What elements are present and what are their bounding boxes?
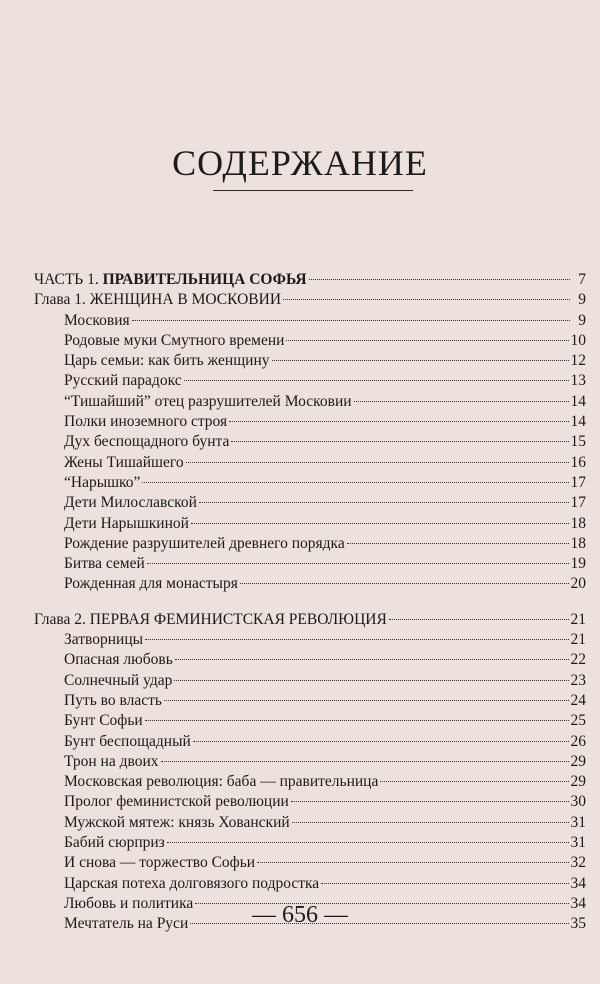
toc-entry <box>34 351 586 371</box>
toc-part-1 <box>34 270 586 290</box>
entry-title: Бунт Софьи <box>64 712 143 730</box>
entry-title: Солнечный удар <box>64 671 173 689</box>
dot-leader <box>257 862 568 863</box>
dot-leader <box>199 502 569 503</box>
toc-entry <box>34 833 586 853</box>
page-number: 34 <box>570 874 586 892</box>
dot-leader <box>193 741 569 742</box>
page-number: 31 <box>570 834 586 852</box>
toc-entry <box>34 792 586 812</box>
page-number: 26 <box>570 732 586 750</box>
page-title: СОДЕРЖАНИЕ <box>172 143 428 183</box>
entry-title: Русский парадокс <box>64 372 182 390</box>
page-number: 34 <box>570 894 586 912</box>
page-number: 17 <box>570 494 586 512</box>
entry-title: Дети Милославской <box>64 494 197 512</box>
page-number: 14 <box>570 413 586 431</box>
entry-title: Царь семьи: как бить женщину <box>64 352 270 370</box>
chapter-title: Глава 2. ПЕРВАЯ ФЕМИНИСТСКАЯ РЕВОЛЮЦИЯ <box>34 610 387 628</box>
entry-title: Мечтатель на Руси <box>64 915 189 933</box>
entry-title: Бунт беспощадный <box>64 732 191 750</box>
toc-entry <box>34 711 586 731</box>
entry-title: Битва семей <box>64 555 145 573</box>
entry-title: “Нарышко” <box>64 473 141 491</box>
chapter-2-entries <box>34 630 586 934</box>
entry-title: Мужской мятеж: князь Хованский <box>64 813 290 831</box>
toc-entry <box>34 813 586 833</box>
toc-entry <box>34 392 586 412</box>
toc-entry <box>34 691 586 711</box>
toc-entry <box>34 671 586 691</box>
toc-entry <box>34 331 586 351</box>
page-number: 30 <box>570 793 586 811</box>
chapter-title: Глава 1. ЖЕНЩИНА В МОСКОВИИ <box>34 291 282 309</box>
chapter-1-entries <box>34 311 586 595</box>
page-number: 14 <box>570 392 586 410</box>
page-number: 24 <box>570 691 586 709</box>
dot-leader <box>354 401 569 402</box>
page-number: 12 <box>570 352 586 370</box>
toc-entry <box>34 371 586 391</box>
page-number: 29 <box>570 752 586 770</box>
page-number: 13 <box>570 372 586 390</box>
entry-title: Родовые муки Смутного времени <box>64 331 285 349</box>
toc-entry <box>34 554 586 574</box>
entry-title: Жены Тишайшего <box>64 453 184 471</box>
page-folio: — 656 — <box>252 902 348 928</box>
entry-title: Полки иноземного строя <box>64 413 228 431</box>
page-number: 18 <box>570 514 586 532</box>
dot-leader <box>380 781 568 782</box>
dot-leader <box>132 320 570 321</box>
toc-entry <box>34 574 586 594</box>
dot-leader <box>161 761 569 762</box>
dot-leader <box>286 340 568 341</box>
part-name: ПРАВИТЕЛЬНИЦА СОФЬЯ <box>102 271 307 288</box>
toc-entry <box>34 752 586 772</box>
dot-leader <box>283 299 570 300</box>
dot-leader <box>389 619 569 620</box>
entry-title: “Тишайший” отец разрушителей Московии <box>64 392 352 410</box>
page-number: 9 <box>578 291 586 309</box>
dot-leader <box>229 421 568 422</box>
entry-title: Бабий сюрприз <box>64 834 165 852</box>
page-number: 22 <box>570 651 586 669</box>
toc-entry <box>34 534 586 554</box>
dot-leader <box>186 462 569 463</box>
page-number: 20 <box>570 575 586 593</box>
dot-leader <box>231 441 568 442</box>
toc-entry <box>34 311 586 331</box>
toc-entry <box>34 732 586 752</box>
dot-leader <box>164 700 569 701</box>
dot-leader <box>321 883 568 884</box>
page-number: 15 <box>570 433 586 451</box>
page-number: 29 <box>570 773 586 791</box>
dot-leader <box>292 822 569 823</box>
dot-leader <box>145 720 569 721</box>
entry-title: Любовь и политика <box>64 894 194 912</box>
page-number: 21 <box>570 631 586 649</box>
dot-leader <box>145 639 568 640</box>
page-number: 9 <box>578 311 586 329</box>
toc-entry <box>34 853 586 873</box>
entry-title: Опасная любовь <box>64 651 173 669</box>
toc-entry <box>34 432 586 452</box>
dot-leader <box>184 380 569 381</box>
entry-title: Путь во власть <box>64 691 162 709</box>
entry-title: Царская потеха долговязого подростка <box>64 874 320 892</box>
entry-title: Московия <box>64 311 130 329</box>
toc-entry <box>34 772 586 792</box>
page-number: 7 <box>578 271 586 288</box>
dot-leader <box>272 360 569 361</box>
entry-title: Дети Нарышкиной <box>64 514 189 532</box>
toc-chapter-1 <box>34 290 586 310</box>
entry-title: Рождение разрушителей древнего порядка <box>64 534 345 552</box>
page-number: 19 <box>570 555 586 573</box>
dot-leader <box>167 842 569 843</box>
part-title <box>34 270 307 290</box>
page-number: 32 <box>570 854 586 872</box>
entry-title: Пролог феминистской революции <box>64 793 289 811</box>
page-number: 25 <box>570 712 586 730</box>
entry-title: Рожденная для монастыря <box>64 575 238 593</box>
dot-leader <box>147 563 569 564</box>
dot-leader <box>175 659 569 660</box>
toc-entry <box>34 493 586 513</box>
page-number: 10 <box>570 331 586 349</box>
dot-leader <box>191 523 569 524</box>
entry-title: Трон на двоих <box>64 752 159 770</box>
page-number: 16 <box>570 453 586 471</box>
entry-title: Затворницы <box>64 631 144 649</box>
page-number: 23 <box>570 671 586 689</box>
page-number: 35 <box>570 915 586 933</box>
page-number: 18 <box>570 534 586 552</box>
toc-entry <box>34 650 586 670</box>
page-number: 21 <box>570 610 586 628</box>
page-number: 17 <box>570 473 586 491</box>
table-of-contents <box>34 270 586 935</box>
part-prefix: ЧАСТЬ 1. <box>34 271 103 288</box>
page-number: 31 <box>570 813 586 831</box>
dot-leader <box>240 583 569 584</box>
title-underline <box>213 190 413 191</box>
dot-leader <box>347 543 569 544</box>
entry-title: Московская революция: баба — правительница <box>64 773 379 791</box>
toc-entry <box>34 473 586 493</box>
toc-entry <box>34 412 586 432</box>
toc-chapter-2 <box>34 610 586 630</box>
toc-entry <box>34 453 586 473</box>
dot-leader <box>309 279 570 280</box>
toc-entry <box>34 874 586 894</box>
dot-leader <box>174 680 568 681</box>
entry-title: И снова — торжество Софьи <box>64 854 256 872</box>
dot-leader <box>142 482 568 483</box>
dot-leader <box>291 801 569 802</box>
entry-title: Дух беспощадного бунта <box>64 433 230 451</box>
toc-entry <box>34 514 586 534</box>
toc-entry <box>34 630 586 650</box>
